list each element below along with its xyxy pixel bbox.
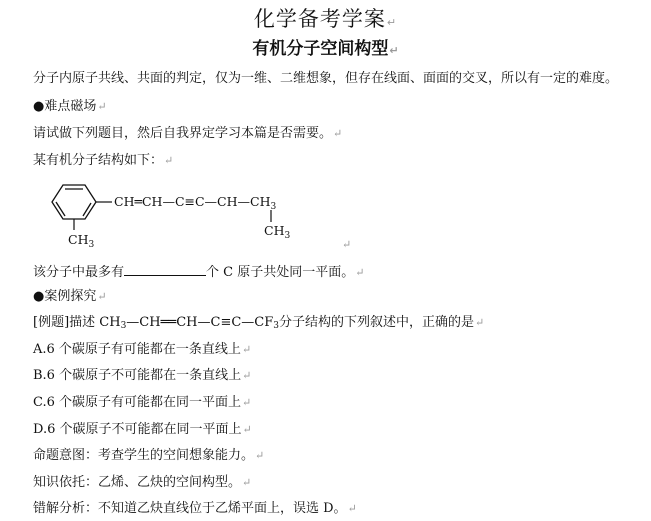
question-sentence: 该分子中最多有 个 C 原子共处同一平面。↵ bbox=[33, 262, 364, 282]
main-chain-label: $CH═CH—C\equiv C—CH—CH_3$ bbox=[114, 194, 277, 212]
instruction-paragraph: 请试做下列题目，然后自我界定学习本篇是否需要。↵ bbox=[33, 126, 343, 141]
answer-blank bbox=[124, 262, 206, 276]
knowledge-line: 知识依托：乙烯、乙炔的空间构型。↵ bbox=[33, 475, 252, 490]
example-question: [例题]描述 $CH_3—CH══CH—C\equiv C—CF_3$分子结构的下列叙述中，正确的是↵ bbox=[33, 315, 485, 331]
option-b: B.6 个碳原子不可能都在一条直线上↵ bbox=[33, 368, 252, 383]
error-analysis-line: 错解分析：不知道乙炔直线位于乙烯平面上，误选 D。↵ bbox=[33, 501, 357, 516]
benzene-ring bbox=[52, 185, 96, 219]
paragraph-mark: ↵ bbox=[342, 238, 352, 251]
document-title: 化学备考学案↵ bbox=[253, 7, 398, 31]
molecule-structure-diagram bbox=[30, 172, 360, 252]
intro-paragraph: 分子内原子共线、共面的判定，仅为一维、二维想象，但存在线面、面面的交叉，所以有一定的难度。 bbox=[33, 71, 619, 86]
option-a: A.6 个碳原子有可能都在一条直线上↵ bbox=[33, 342, 252, 357]
question-lead: 某有机分子结构如下：↵ bbox=[33, 153, 174, 168]
document-subtitle: 有机分子空间构型↵ bbox=[252, 39, 399, 59]
ring-methyl-label: $CH_3$ bbox=[68, 232, 95, 250]
branch-methyl-label: $CH_3$ bbox=[264, 223, 291, 241]
option-c: C.6 个碳原子有可能都在同一平面上↵ bbox=[33, 395, 252, 410]
option-d: D.6 个碳原子不可能都在同一平面上↵ bbox=[33, 422, 252, 437]
intent-line: 命题意图：考查学生的空间想象能力。↵ bbox=[33, 448, 265, 463]
section-heading-case: ●案例探究↵ bbox=[33, 289, 107, 304]
section-heading-difficulty: ●难点磁场↵ bbox=[33, 99, 107, 114]
